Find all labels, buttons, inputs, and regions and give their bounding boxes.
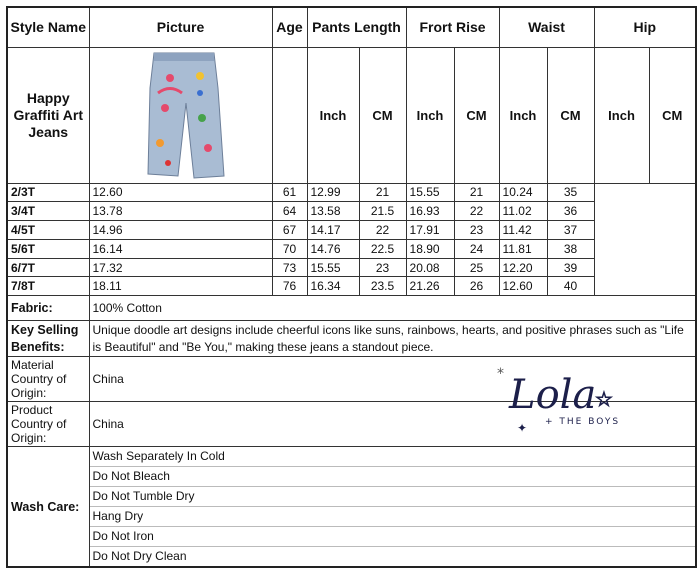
fr-in-cell: 14.17 xyxy=(307,221,359,240)
h-in-cell: 12.20 xyxy=(499,258,547,277)
h-cm-cell: 38 xyxy=(547,239,594,258)
w-in-cell: 21.26 xyxy=(406,277,454,296)
waist-inch-subheader: Inch xyxy=(499,47,547,183)
fr-cm-cell: 21 xyxy=(359,183,406,202)
h-cm-cell: 39 xyxy=(547,258,594,277)
pl-cm-cell: 76 xyxy=(272,277,307,296)
w-cm-cell: 26 xyxy=(454,277,499,296)
pants-cm-subheader: CM xyxy=(359,47,406,183)
age-subheader-empty xyxy=(272,47,307,183)
rise-cm-subheader: CM xyxy=(454,47,499,183)
fabric-value: 100% Cotton xyxy=(89,296,696,321)
wash-care-item: Do Not Dry Clean xyxy=(92,549,187,564)
size-row xyxy=(7,202,696,221)
age-header: Age xyxy=(272,7,307,47)
age-cell: 3/4T xyxy=(7,202,89,221)
age-cell: 2/3T xyxy=(7,183,89,202)
fabric-label: Fabric: xyxy=(7,296,89,321)
h-in-cell: 12.60 xyxy=(499,277,547,296)
w-in-cell: 18.90 xyxy=(406,239,454,258)
w-in-cell: 20.08 xyxy=(406,258,454,277)
product-name: Happy Graffiti Art Jeans xyxy=(7,47,89,183)
h-cm-cell: 35 xyxy=(547,183,594,202)
fr-cm-cell: 23.5 xyxy=(359,277,406,296)
product-origin-value: China xyxy=(89,402,696,447)
pl-cm-cell: 70 xyxy=(272,239,307,258)
size-row xyxy=(7,277,696,296)
hip-header: Hip xyxy=(594,7,696,47)
lola-and-the-boys-logo xyxy=(495,360,625,435)
pl-cm-cell: 67 xyxy=(272,221,307,240)
w-in-cell: 15.55 xyxy=(406,183,454,202)
h-in-cell: 11.02 xyxy=(499,202,547,221)
w-cm-cell: 25 xyxy=(454,258,499,277)
pl-in-cell: 13.78 xyxy=(89,202,272,221)
rise-inch-subheader: Inch xyxy=(406,47,454,183)
pl-in-cell: 12.60 xyxy=(89,183,272,202)
fr-cm-cell: 23 xyxy=(359,258,406,277)
svg-text:+ THE BOYS: + THE BOYS xyxy=(545,417,621,427)
wash-care-item: Hang Dry xyxy=(90,507,696,527)
material-origin-label: Material Country of Origin: xyxy=(7,357,89,402)
material-origin-value: China xyxy=(89,357,696,402)
key-selling-value: Unique doodle art designs include cheerful icons like suns, rainbows, hearts, and positive phrases such as "Life is Beautiful" and "Be You," making these jeans a standout piece. xyxy=(89,321,696,357)
w-cm-cell: 22 xyxy=(454,202,499,221)
age-cell: 4/5T xyxy=(7,221,89,240)
fr-cm-cell: 21.5 xyxy=(359,202,406,221)
pl-cm-cell: 61 xyxy=(272,183,307,202)
fr-in-cell: 15.55 xyxy=(307,258,359,277)
w-cm-cell: 21 xyxy=(454,183,499,202)
fr-cm-cell: 22 xyxy=(359,221,406,240)
picture-header: Picture xyxy=(89,7,272,47)
age-cell: 7/8T xyxy=(7,277,89,296)
wash-care-item: Do Not Iron xyxy=(90,527,696,547)
product-picture xyxy=(89,47,272,183)
w-cm-cell: 24 xyxy=(454,239,499,258)
size-row xyxy=(7,183,696,202)
pl-in-cell: 14.96 xyxy=(89,221,272,240)
age-cell: 5/6T xyxy=(7,239,89,258)
fr-in-cell: 14.76 xyxy=(307,239,359,258)
key-selling-label: Key Selling Benefits: xyxy=(7,321,89,357)
wash-care-label: Wash Care: xyxy=(7,447,89,568)
wash-care-item: Do Not Tumble Dry xyxy=(90,487,696,507)
size-row xyxy=(7,258,696,277)
product-origin-label: Product Country of Origin: xyxy=(7,402,89,447)
svg-text:✦: ✦ xyxy=(517,421,528,435)
hip-cm-subheader: CM xyxy=(649,47,696,183)
size-row xyxy=(7,221,696,240)
svg-text:*: * xyxy=(497,366,504,382)
pl-in-cell: 18.11 xyxy=(89,277,272,296)
h-in-cell: 11.81 xyxy=(499,239,547,258)
pl-cm-cell: 64 xyxy=(272,202,307,221)
pants-inch-subheader: Inch xyxy=(307,47,359,183)
h-cm-cell: 36 xyxy=(547,202,594,221)
pants-length-header: Pants Length xyxy=(307,7,406,47)
size-row xyxy=(7,239,696,258)
wash-care-item: Wash Separately In Cold xyxy=(90,447,696,467)
h-in-cell: 10.24 xyxy=(499,183,547,202)
svg-text:☆: ☆ xyxy=(595,387,613,411)
pl-in-cell: 17.32 xyxy=(89,258,272,277)
pl-in-cell: 16.14 xyxy=(89,239,272,258)
hip-inch-subheader: Inch xyxy=(594,47,649,183)
w-in-cell: 16.93 xyxy=(406,202,454,221)
w-cm-cell: 23 xyxy=(454,221,499,240)
age-cell: 6/7T xyxy=(7,258,89,277)
wash-care-item: Do Not Bleach xyxy=(90,467,696,487)
jeans-image xyxy=(90,48,273,180)
fr-in-cell: 12.99 xyxy=(307,183,359,202)
h-cm-cell: 37 xyxy=(547,221,594,240)
pl-cm-cell: 73 xyxy=(272,258,307,277)
size-chart-table xyxy=(6,6,697,568)
h-cm-cell: 40 xyxy=(547,277,594,296)
style-name-header: Style Name xyxy=(7,7,89,47)
h-in-cell: 11.42 xyxy=(499,221,547,240)
waist-header: Waist xyxy=(499,7,594,47)
fr-in-cell: 13.58 xyxy=(307,202,359,221)
fr-cm-cell: 22.5 xyxy=(359,239,406,258)
front-rise-header: Frort Rise xyxy=(406,7,499,47)
w-in-cell: 17.91 xyxy=(406,221,454,240)
fr-in-cell: 16.34 xyxy=(307,277,359,296)
svg-text:Lola: Lola xyxy=(509,372,597,418)
waist-cm-subheader: CM xyxy=(547,47,594,183)
